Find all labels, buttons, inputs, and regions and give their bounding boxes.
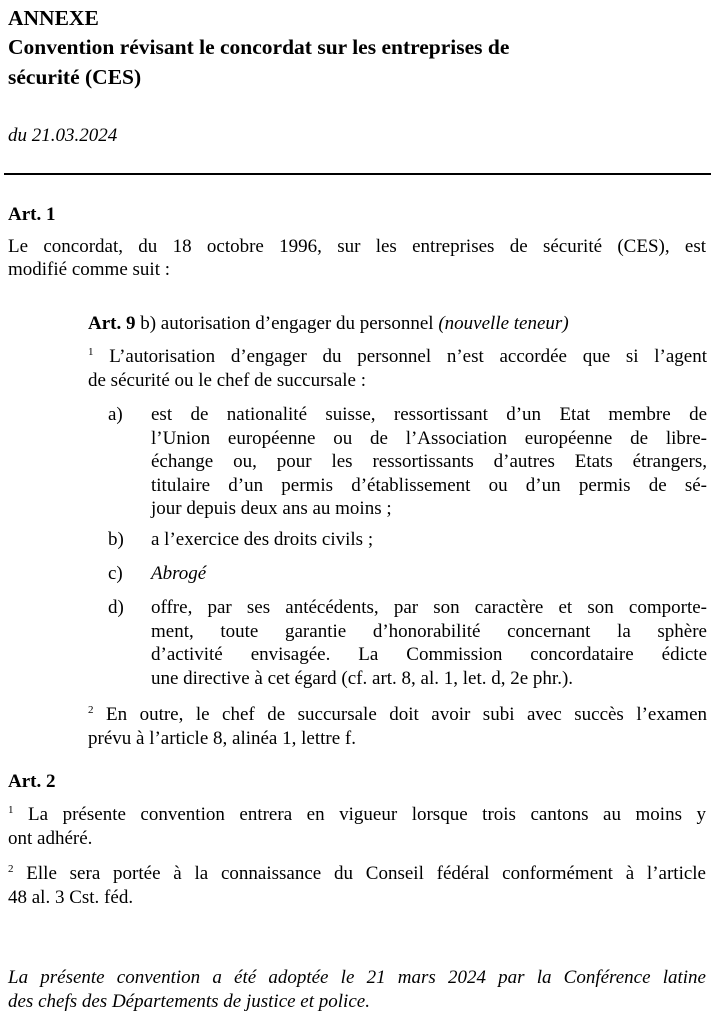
al1-text-1: L’autorisation d’engager du personnel n’est accordée que si l’agent	[93, 346, 707, 367]
list-item-d	[108, 596, 707, 690]
list-item-label: b)	[108, 529, 124, 550]
list-item-line: ment, toute garantie d’honorabilité concernant la sphère	[151, 620, 707, 642]
art9-note: (nouvelle teneur)	[438, 313, 569, 334]
list-item-line: titulaire d’un permis d’établissement ou d’un permis de sé-	[151, 474, 707, 496]
art2-p1-line-1	[8, 803, 706, 827]
al1-line-2: de sécurité ou le chef de succursale :	[88, 370, 367, 391]
al1-line-1	[88, 345, 707, 369]
list-item-line: une directive à cet égard (cf. art. 8, al. 1, let. d, 2e phr.).	[151, 667, 574, 689]
annexe-label: ANNEXE	[8, 6, 99, 30]
art2-p2-number: 2	[8, 863, 14, 875]
art9-heading	[88, 312, 707, 336]
art9-text: b) autorisation d’engager du personnel	[135, 313, 439, 334]
list-item-label: d)	[108, 597, 124, 618]
art2-p2-line-2: 48 al. 3 Cst. féd.	[8, 887, 134, 908]
al2-number: 2	[88, 704, 94, 716]
header-rule	[4, 173, 711, 175]
al2-line-1	[88, 703, 707, 727]
al2-text-1: En outre, le chef de succursale doit avoir subi avec succès l’examen	[93, 704, 707, 725]
art2-p2-text-1: Elle sera portée à la connaissance du Conseil fédéral conformément à l’article	[13, 863, 706, 884]
list-item-line: a l’exercice des droits civils ;	[151, 529, 374, 550]
list-item-line: Abrogé	[151, 563, 207, 584]
list-item-label: a)	[108, 404, 123, 425]
art2-p1-number: 1	[8, 804, 14, 816]
list-item-c	[108, 562, 707, 586]
art1-heading: Art. 1	[8, 204, 56, 225]
list-item-line: offre, par ses antécédents, par son caractère et son comporte-	[151, 597, 707, 618]
art1-intro-line-2: modifié comme suit :	[8, 259, 171, 280]
art2-p1-line-2: ont adhéré.	[8, 828, 93, 849]
list-item-label: c)	[108, 563, 123, 584]
document-title-line-1: Convention révisant le concordat sur les entreprises de	[8, 35, 510, 59]
list-item-line: est de nationalité suisse, ressortissant d’un Etat membre de	[151, 404, 707, 425]
footer-line-2: des chefs des Départements de justice et police.	[8, 991, 370, 1012]
list-item-line: d’activité envisagée. La Commission concordataire édicte	[151, 644, 707, 665]
art2-heading: Art. 2	[8, 771, 56, 792]
al1-number: 1	[88, 346, 94, 358]
art2-p2-line-1	[8, 862, 706, 886]
al2-line-2: prévu à l’article 8, alinéa 1, lettre f.	[88, 728, 356, 749]
list-item-line: échange ou, pour les ressortissants d’autres Etats étrangers,	[151, 451, 707, 472]
art1-intro-line-1: Le concordat, du 18 octobre 1996, sur les entreprises de sécurité (CES), est	[8, 236, 706, 257]
art9-label: Art. 9	[88, 313, 136, 334]
document-date: du 21.03.2024	[8, 125, 118, 146]
art2-p1-text-1: La présente convention entrera en vigueur lorsque trois cantons au moins y	[13, 804, 706, 825]
list-item-line: jour depuis deux ans au moins ;	[151, 498, 392, 519]
list-item-b	[108, 528, 707, 552]
document-title-line-2: sécurité (CES)	[8, 65, 142, 89]
list-item-a	[108, 403, 707, 521]
list-item-line: l’Union européenne ou de l’Association européenne de libre-	[151, 427, 707, 449]
footer-line-1: La présente convention a été adoptée le 21 mars 2024 par la Conférence latine	[8, 967, 706, 988]
